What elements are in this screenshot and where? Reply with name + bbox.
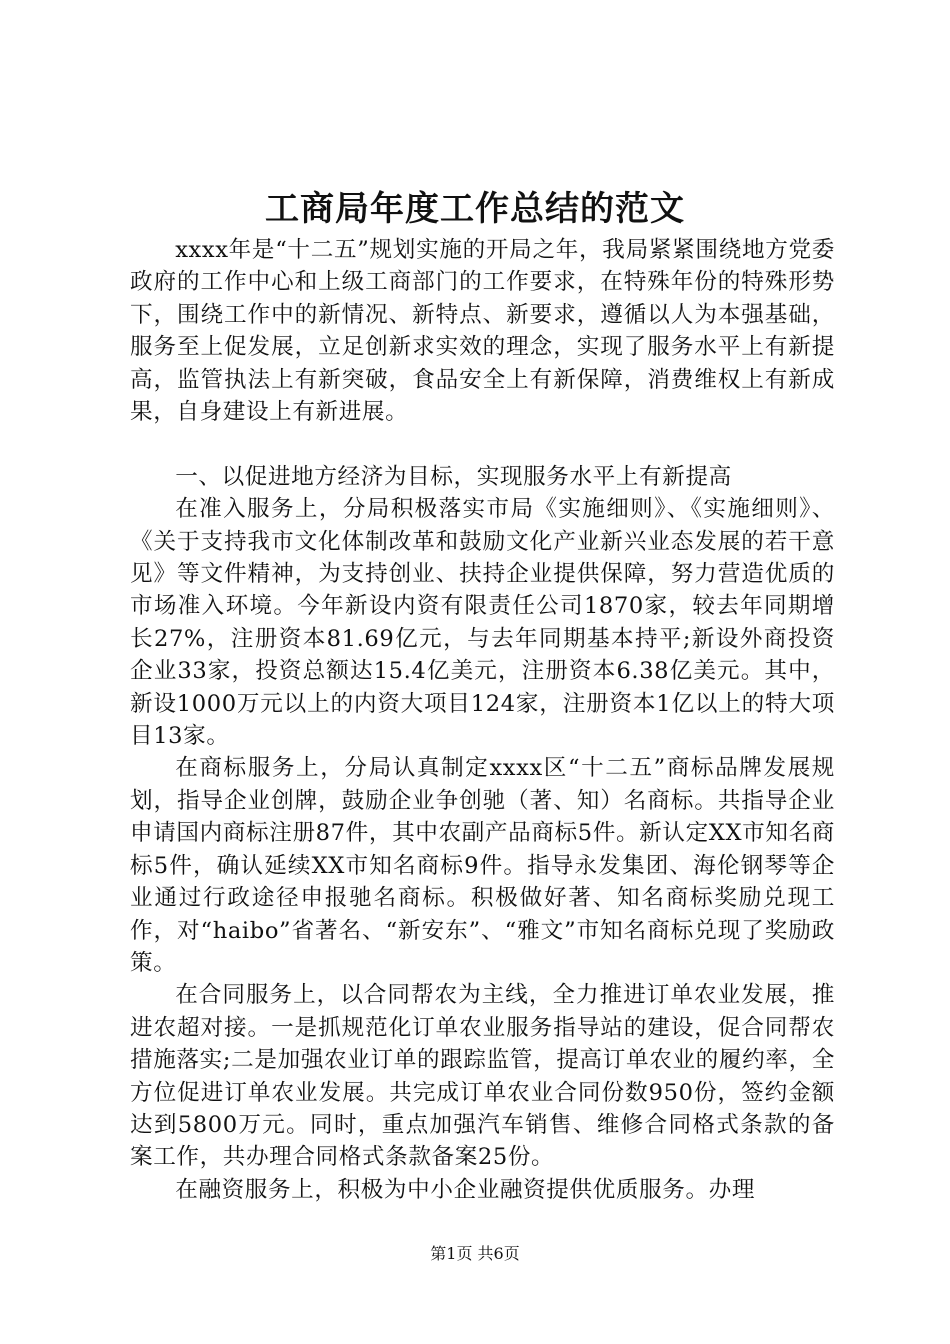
- document-body: [130, 234, 835, 1206]
- body-paragraph: 在商标服务上，分局认真制定xxxx区“十二五”商标品牌发展规划，指导企业创牌，鼓励企业争创驰（著、知）名商标。共指导企业申请国内商标注册87件，其中农副产品商标5件。新认定XX市知名商标5件，确认延续XX市知名商标9件。指导永发集团、海伦钢琴等企业通过行政途径申报驰名商标。积极做好著、知名商标奖励兑现工作，对“haibo”省著名、“新安东”、“雅文”市知名商标兑现了奖励政策。: [130, 755, 835, 976]
- page-footer: 第1页 共6页: [430, 1244, 520, 1263]
- body-paragraph: 在准入服务上，分局积极落实市局《实施细则》、《实施细则》、《关于支持我市文化体制改革和鼓励文化产业新兴业态发展的若干意见》等文件精神，为支持创业、扶持企业提供保障，努力营造优质的市场准入环境。今年新设内资有限责任公司1870家，较去年同期增长27%，注册资本81.69亿元，与去年同期基本持平;新设外商投资企业33家，投资总额达15.4亿美元，注册资本6.38亿美元。其中，新设1000万元以上的内资大项目124家，注册资本1亿以上的特大项目13家。: [130, 496, 835, 750]
- document-title: 工商局年度工作总结的范文: [265, 189, 685, 229]
- body-paragraph: 在合同服务上，以合同帮农为主线，全力推进订单农业发展，推进农超对接。一是抓规范化订单农业服务指导站的建设，促合同帮农措施落实;二是加强农业订单的跟踪监管，提高订单农业的履约率，全方位促进订单农业发展。共完成订单农业合同份数950份，签约金额达到5800万元。同时，重点加强汽车销售、维修合同格式条款的备案工作，共办理合同格式条款备案25份。: [130, 982, 835, 1171]
- paragraph-spacer: [130, 428, 835, 460]
- section-heading: 一、以促进地方经济为目标，实现服务水平上有新提高: [175, 463, 732, 490]
- intro-paragraph: xxxx年是“十二五”规划实施的开局之年，我局紧紧围绕地方党委政府的工作中心和上级工商部门的工作要求，在特殊年份的特殊形势下，围绕工作中的新情况、新特点、新要求，遵循以人为本强基础，服务至上促发展，立足创新求实效的理念，实现了服务水平上有新提高，监管执法上有新突破，食品安全上有新保障，消费维权上有新成果，自身建设上有新进展。: [130, 237, 835, 426]
- body-paragraph: 在融资服务上，积极为中小企业融资提供优质服务。办理: [175, 1176, 756, 1203]
